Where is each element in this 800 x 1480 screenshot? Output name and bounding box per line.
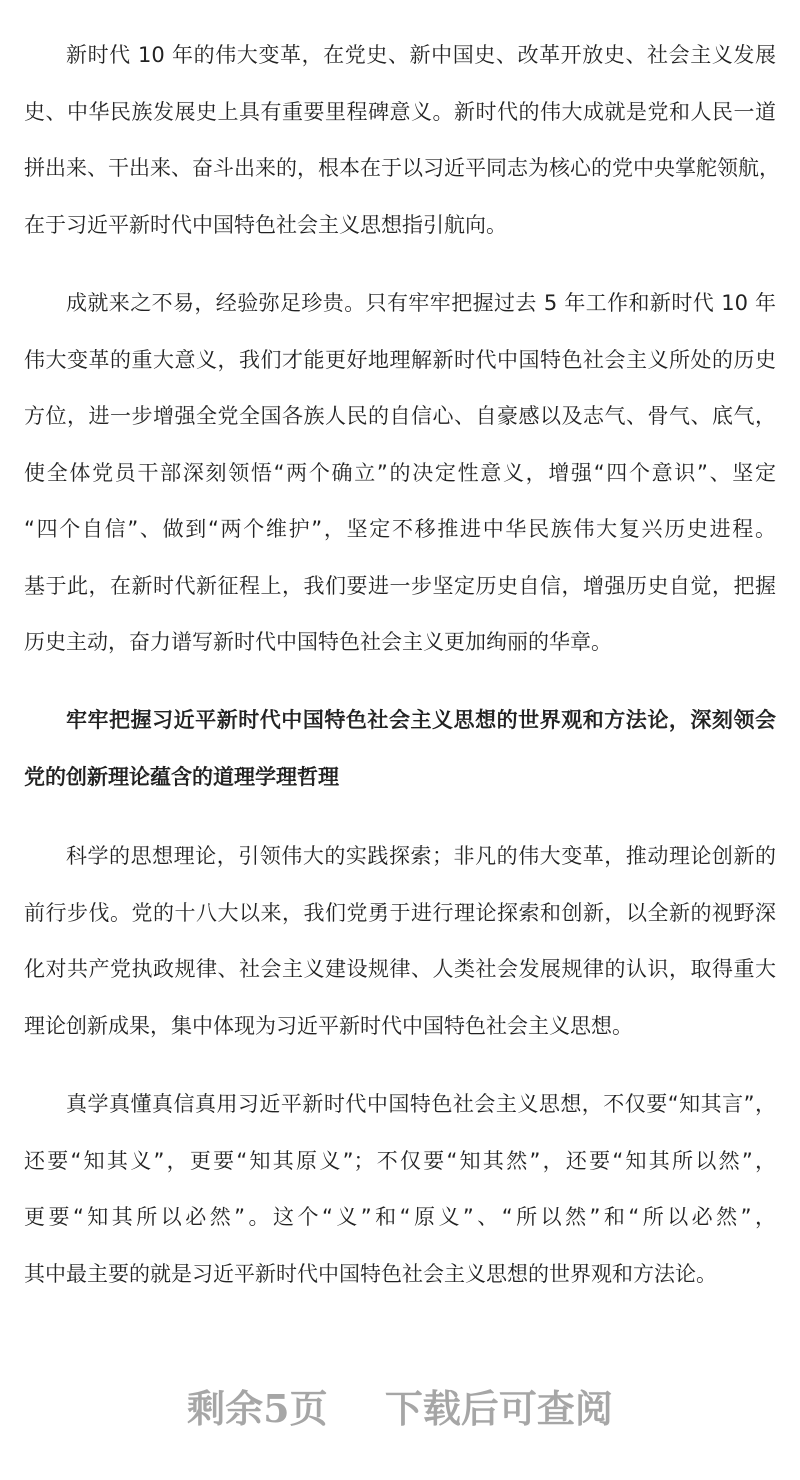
paragraph-1 [24,27,780,253]
text-line: 伟大变革的重大意义，我们才能更好地理解新时代中国特色社会主义所处的历史 [24,347,776,372]
download-to-view-label[interactable]: 下载后可查阅 [384,1386,613,1431]
text-line: 更要“知其所以必然”。这个“义”和“原义”、“所以然”和“所以必然”， [24,1205,776,1229]
paragraph-4 [24,1076,776,1302]
text-line: 历史主动，奋力谱写新时代中国特色社会主义更加绚丽的华章。 [24,630,612,654]
text-line: 新时代 10 年的伟大变革，在党史、新中国史、改革开放史、社会主义发展 [66,43,776,67]
text-line: 拼出来、干出来、奋斗出来的，根本在于以习近平同志为核心的党中央掌舵领航， [24,156,780,180]
text-line: 真学真懂真信真用习近平新时代中国特色社会主义思想，不仅要“知其言”， [66,1092,776,1116]
heading-line: 牢牢把握习近平新时代中国特色社会主义思想的世界观和方法论，深刻领会 [66,708,776,732]
text-line: 使全体党员干部深刻领悟“两个确立”的决定性意义，增强“四个意识”、坚定 [24,460,776,485]
text-line: 成就来之不易，经验弥足珍贵。只有牢牢把握过去 5 年工作和新时代 10 年 [66,291,776,315]
text-line: 在于习近平新时代中国特色社会主义思想指引航向。 [24,212,507,237]
text-line: 方位，进一步增强全党全国各族人民的自信心、自豪感以及志气、骨气、底气， [24,404,776,428]
download-prompt[interactable] [0,1378,800,1433]
text-line: 其中最主要的就是习近平新时代中国特色社会主义思想的世界观和方法论。 [24,1261,717,1286]
text-line: 科学的思想理论，引领伟大的实践探索；非凡的伟大变革，推动理论创新的 [66,844,776,868]
heading-line: 党的创新理论蕴含的道理学理哲理 [24,764,339,789]
text-line: 理论创新成果，集中体现为习近平新时代中国特色社会主义思想。 [24,1013,633,1038]
text-line: 前行步伐。党的十八大以来，我们党勇于进行理论探索和创新，以全新的视野深 [24,900,776,925]
section-heading [24,692,776,805]
text-line: 基于此，在新时代新征程上，我们要进一步坚定历史自信，增强历史自觉，把握 [24,573,776,598]
text-line: 史、中华民族发展史上具有重要里程碑意义。新时代的伟大成就是党和人民一道 [24,99,776,124]
text-line: “四个自信”、做到“两个维护”，坚定不移推进中华民族伟大复兴历史进程。 [24,517,776,541]
text-line: 化对共产党执政规律、社会主义建设规律、人类社会发展规律的认识，取得重大 [24,957,776,981]
remaining-pages-label: 剩余5页 [187,1386,328,1431]
paragraph-3 [24,828,776,1054]
paragraph-2 [24,275,776,671]
text-line: 还要“知其义”，更要“知其原义”；不仅要“知其然”，还要“知其所以然”， [24,1148,776,1173]
